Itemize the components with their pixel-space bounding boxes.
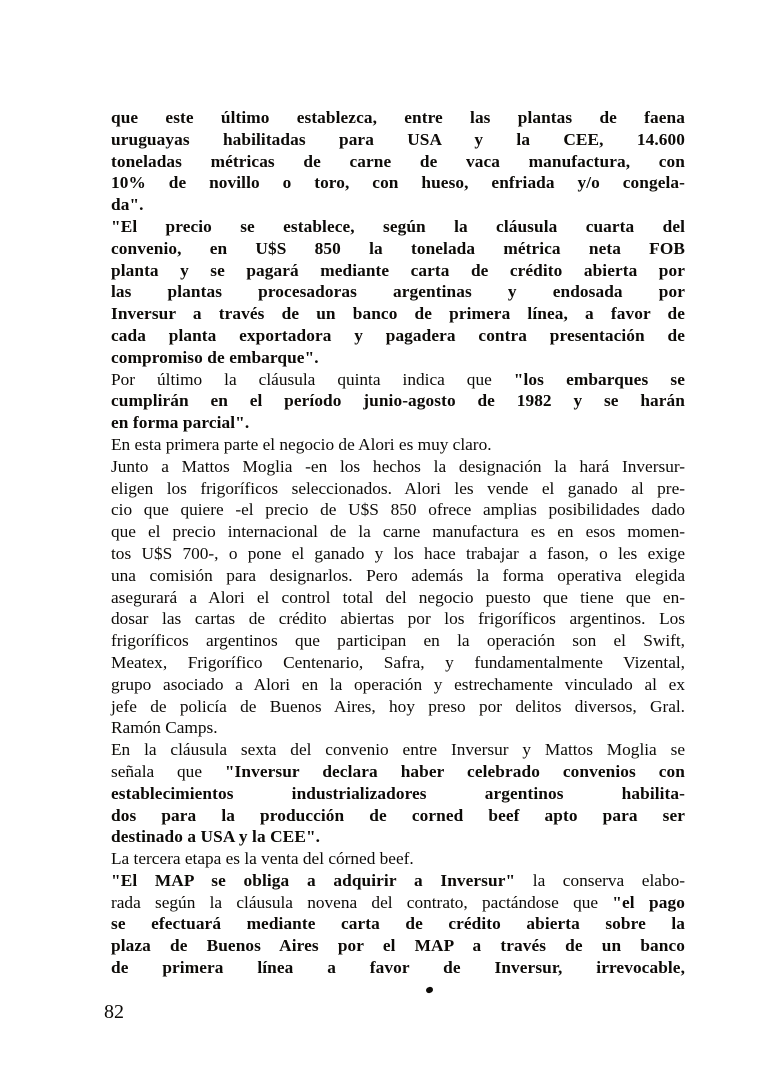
text-line <box>111 870 685 892</box>
text-line <box>111 892 685 914</box>
bold-text-segment: destinado a USA y la CEE". <box>111 827 321 847</box>
text-line <box>111 913 685 935</box>
text-line <box>111 347 685 369</box>
text-line <box>111 499 685 521</box>
text-line <box>111 652 685 674</box>
text-line <box>111 107 685 129</box>
text-line <box>111 260 685 282</box>
bold-text-segment: "Inversur declara haber celebrado convenios con <box>224 761 685 781</box>
text-segment: frigoríficos argentinos que participan en la operación son el Swift, <box>111 631 685 651</box>
bold-text-segment: "el pago <box>612 892 685 912</box>
text-line <box>111 630 685 652</box>
text-line <box>111 565 685 587</box>
bold-text-segment: cada planta exportadora y pagadera contra presentación de <box>111 325 685 345</box>
text-line <box>111 521 685 543</box>
bold-text-segment: en forma parcial". <box>111 413 250 433</box>
text-line <box>111 805 685 827</box>
text-line <box>111 151 685 173</box>
text-line <box>111 478 685 500</box>
text-block <box>111 107 685 979</box>
text-segment: En esta primera parte el negocio de Alori es muy claro. <box>111 434 492 454</box>
text-line <box>111 674 685 696</box>
bold-text-segment: "los embarques se <box>513 369 685 389</box>
ink-dot-artifact <box>425 986 433 993</box>
text-segment: Ramón Camps. <box>111 718 218 738</box>
bold-text-segment: establecimientos industrializadores argentinos habilita- <box>111 783 685 803</box>
text-line <box>111 826 685 848</box>
bold-text-segment: de primera línea a favor de Inversur, irrevocable, <box>111 958 685 978</box>
paragraph <box>111 434 685 456</box>
paragraph <box>111 369 685 434</box>
paragraph <box>111 739 685 848</box>
bold-text-segment: uruguayas habilitadas para USA y la CEE, 14.600 <box>111 129 685 149</box>
paragraph <box>111 456 685 739</box>
text-segment: la conserva elabo- <box>515 870 685 890</box>
bold-text-segment: Inversur a través de un banco de primera línea, a favor de <box>111 304 685 324</box>
text-segment: grupo asociado a Alori en la operación y estrechamente vinculado al ex <box>111 674 685 694</box>
text-segment: Junto a Mattos Moglia -en los hechos la designación la hará Inversur- <box>111 456 685 476</box>
text-segment: señala que <box>111 761 225 781</box>
text-segment: una comisión para designarlos. Pero además la forma operativa elegida <box>111 565 685 585</box>
bold-text-segment: planta y se pagará mediante carta de crédito abierta por <box>111 260 685 280</box>
bold-text-segment: 10% de novillo o toro, con hueso, enfriada y/o congela- <box>111 173 685 193</box>
text-segment: La tercera etapa es la venta del córned beef. <box>111 849 414 869</box>
text-segment: asegurará a Alori el control total del negocio puesto que tiene que en- <box>111 587 685 607</box>
text-line <box>111 848 685 870</box>
text-segment: dosar las cartas de crédito abiertas por los frigoríficos argentinos. Los <box>111 609 685 629</box>
text-line <box>111 325 685 347</box>
text-segment: eligen los frigoríficos seleccionados. Alori les vende el ganado al pre- <box>111 478 685 498</box>
text-segment: cio que quiere -el precio de U$S 850 ofrece amplias posibilidades dado <box>111 500 685 520</box>
bold-text-segment: plaza de Buenos Aires por el MAP a través de un banco <box>111 936 685 956</box>
text-line <box>111 194 685 216</box>
bold-text-segment: cumplirán en el período junio-agosto de 1982 y se harán <box>111 391 685 411</box>
bold-text-segment: se efectuará mediante carta de crédito abierta sobre la <box>111 914 685 934</box>
text-segment: En la cláusula sexta del convenio entre Inversur y Mattos Moglia se <box>111 740 685 760</box>
page-number: 82 <box>104 1001 124 1023</box>
text-line <box>111 303 685 325</box>
bold-text-segment: compromiso de embarque". <box>111 347 319 367</box>
text-line <box>111 783 685 805</box>
text-line <box>111 434 685 456</box>
text-line <box>111 608 685 630</box>
text-line <box>111 369 685 391</box>
bold-text-segment: convenio, en U$S 850 la tonelada métrica neta FOB <box>111 238 685 258</box>
text-segment: tos U$S 700-, o pone el ganado y los hace trabajar a fason, o les exige <box>111 543 685 563</box>
text-line <box>111 456 685 478</box>
text-line <box>111 129 685 151</box>
text-line <box>111 717 685 739</box>
text-line <box>111 281 685 303</box>
paragraph <box>111 870 685 979</box>
paragraph <box>111 216 685 369</box>
text-segment: que el precio internacional de la carne manufactura es en esos momen- <box>111 522 685 542</box>
text-line <box>111 739 685 761</box>
text-line <box>111 412 685 434</box>
text-segment: rada según la cláusula novena del contrato, pactándose que <box>111 892 613 912</box>
text-line <box>111 957 685 979</box>
text-line <box>111 935 685 957</box>
bold-text-segment: dos para la producción de corned beef apto para ser <box>111 805 685 825</box>
bold-text-segment: toneladas métricas de carne de vaca manufactura, con <box>111 151 685 171</box>
text-line <box>111 761 685 783</box>
text-segment: jefe de policía de Buenos Aires, hoy preso por delitos diversos, Gral. <box>111 696 685 716</box>
bold-text-segment: "El precio se establece, según la cláusula cuarta del <box>111 216 685 236</box>
text-line <box>111 390 685 412</box>
text-line <box>111 696 685 718</box>
text-line <box>111 216 685 238</box>
bold-text-segment: da". <box>111 195 144 215</box>
paragraph <box>111 848 685 870</box>
bold-text-segment: "El MAP se obliga a adquirir a Inversur" <box>111 870 516 890</box>
text-line <box>111 543 685 565</box>
bold-text-segment: las plantas procesadoras argentinas y endosada por <box>111 282 685 302</box>
text-segment: Meatex, Frigorífico Centenario, Safra, y fundamentalmente Vizental, <box>111 652 685 672</box>
text-segment: Por último la cláusula quinta indica que <box>111 369 514 389</box>
paragraph <box>111 107 685 216</box>
bold-text-segment: que este último establezca, entre las plantas de faena <box>111 108 685 127</box>
text-line <box>111 587 685 609</box>
text-line <box>111 172 685 194</box>
text-line <box>111 238 685 260</box>
